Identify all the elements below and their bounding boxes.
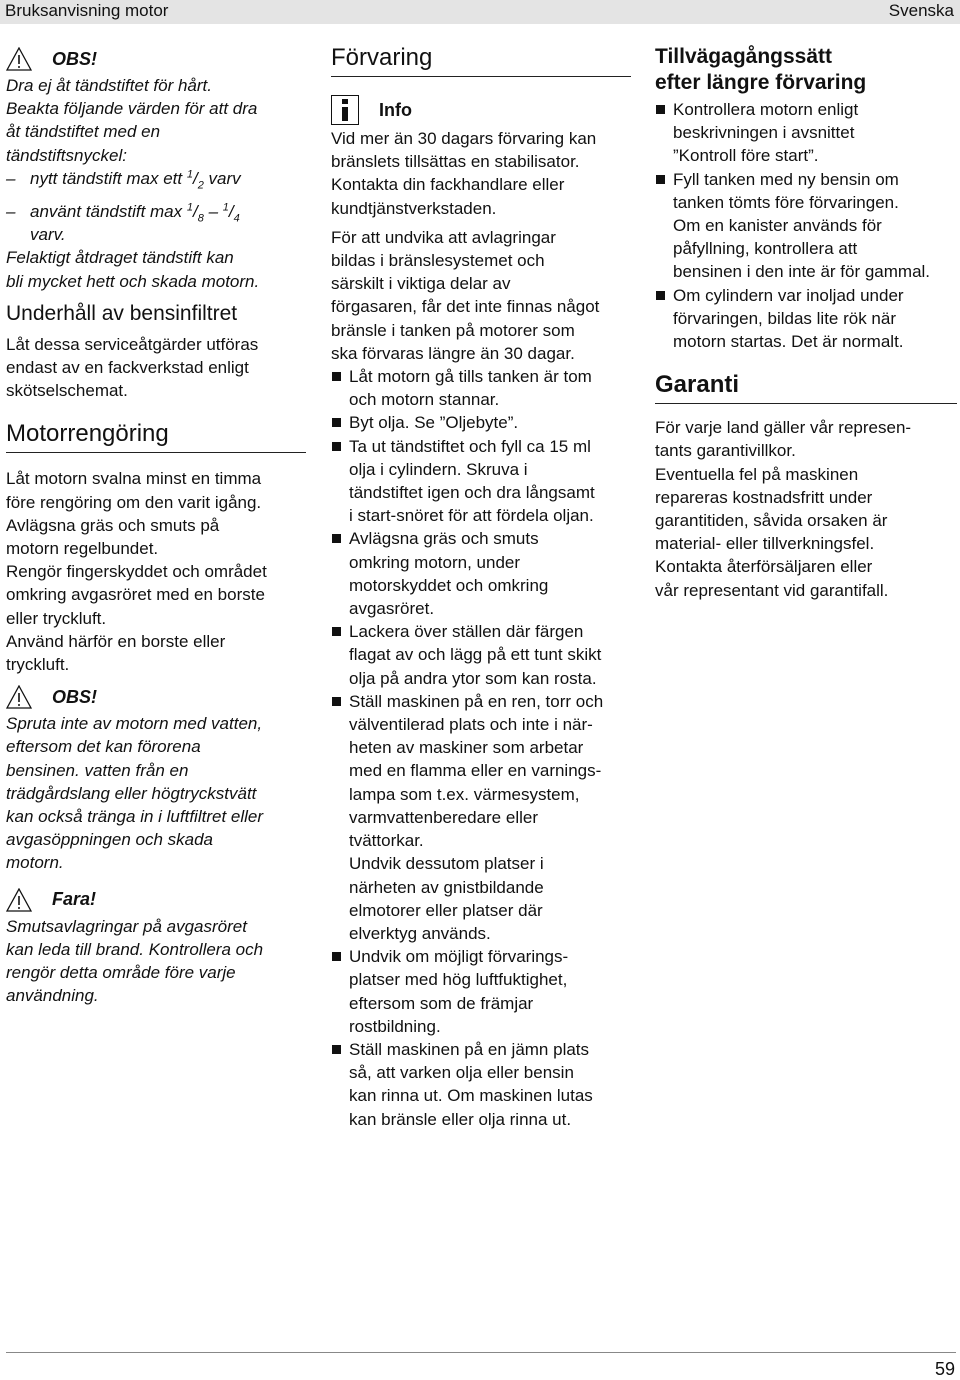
text-line: Avlägsna gräs och smuts på	[6, 515, 220, 535]
bullet-line: motorskyddet och omkring	[349, 575, 549, 595]
bullet-line: Fyll tanken med ny bensin om	[673, 169, 899, 189]
text-line: Eventuella fel på maskinen	[655, 464, 859, 484]
text-line: Låt dessa serviceåtgärder utföras	[6, 334, 259, 354]
info-text	[331, 127, 631, 220]
text-line: garantitiden, såvida orsaken är	[655, 511, 888, 531]
spec-used-plug: – använt tändstift $\max ^1/_8 - ^1/_4$	[6, 201, 240, 225]
obs-warning-2	[6, 682, 306, 712]
header-title: Bruksanvisning motor	[5, 1, 169, 20]
obs-1-tail	[6, 246, 306, 292]
bullet-line: tvättorkar.	[349, 831, 424, 851]
text-line: Kontakta återförsäljaren eller	[655, 557, 873, 577]
text-line: Beakta följande värden för att dra	[6, 99, 258, 119]
bullet-line: Undvik om möjligt förvarings-	[349, 947, 569, 967]
bullet-square-icon	[655, 98, 673, 168]
text-line: För varje land gäller vår represen-	[655, 418, 912, 438]
section-title-guarantee: Garanti	[655, 371, 957, 404]
bullet-line: ”Kontroll före start”.	[673, 146, 819, 166]
bullet-line: olja i cylindern. Skruva i	[349, 459, 528, 479]
text-line: tants garantivillkor.	[655, 441, 796, 461]
bullet-line: Ställ maskinen på en jämn plats	[349, 1039, 590, 1059]
text-line: Felaktigt åtdraget tändstift kan	[6, 248, 234, 268]
header-language: Svenska	[888, 1, 954, 20]
column-2	[331, 44, 631, 1131]
bullet-line: Undvik dessutom platser i	[349, 854, 544, 874]
bullet-line: olja på andra ytor som kan rosta.	[349, 668, 597, 688]
text-line: tryckluft.	[6, 655, 70, 675]
text-line: förgasaren, får det inte finnas något	[331, 297, 600, 317]
text-line: endast av en fackverkstad enligt	[6, 358, 249, 378]
bullet-item	[655, 168, 957, 284]
text-line: bränslets tillsättas en stabilisator.	[331, 152, 580, 172]
bullet-line: rostbildning.	[349, 1016, 441, 1036]
obs-warning-1	[6, 44, 306, 74]
bullet-line: elmotorer eller platser där	[349, 900, 543, 920]
section-title-after-storage: Tillvägagångssätt efter längre förvaring	[655, 45, 867, 94]
bullet-line: Avlägsna gräs och smuts	[349, 529, 539, 549]
footer-divider	[6, 1352, 956, 1353]
bullet-item	[655, 98, 957, 168]
bullet-square-icon	[655, 168, 673, 284]
bullet-item	[331, 435, 631, 528]
bullet-square-icon	[655, 284, 673, 354]
bullet-line: så, att varken olja eller bensin	[349, 1063, 574, 1083]
spec-new-plug: – nytt tändstift max ett $^1/_2$ varv	[6, 168, 241, 192]
spec-used-plug-cont: varv.	[30, 225, 66, 245]
engine-cleaning-text	[6, 467, 306, 676]
bullet-item	[331, 365, 631, 411]
bullet-line: Ta ut tändstiftet och fyll ca 15 ml	[349, 436, 591, 456]
bullet-line: med en flamma eller en varnings-	[349, 761, 602, 781]
bullet-item	[331, 1038, 631, 1131]
text-line: bli mycket hett och skada motorn.	[6, 271, 260, 291]
bullet-item	[331, 527, 631, 620]
text-line: skötselschemat.	[6, 381, 128, 401]
bullet-line: flagat av och lägg på ett tunt skikt	[349, 645, 602, 665]
danger-label: Fara!	[52, 889, 97, 910]
info-label: Info	[379, 99, 412, 120]
text-line: bensinen. vatten från en	[6, 760, 189, 780]
guarantee-text	[655, 416, 957, 602]
text-line: Vid mer än 30 dagars förvaring kan	[331, 129, 597, 148]
text-line: För att undvika att avlagringar	[331, 227, 556, 247]
text-line: rengör detta område före varje	[6, 963, 236, 983]
warning-label: OBS!	[52, 686, 97, 707]
warning-label: OBS!	[52, 48, 97, 69]
bullet-line: påfyllning, kontrollera att	[673, 239, 858, 259]
bullet-square-icon	[331, 527, 349, 620]
section-title-engine-cleaning: Motorrengöring	[6, 420, 306, 453]
text-line: Dra ej åt tändstiftet för hårt.	[6, 76, 212, 95]
text-line: Använd härför en borste eller	[6, 631, 226, 651]
text-line: Smutsavlagringar på avgasröret	[6, 916, 247, 936]
bullet-line: närheten av gnistbildande	[349, 877, 544, 897]
warning-triangle-icon	[6, 47, 32, 71]
text-line: före rengöring om den varit igång.	[6, 492, 262, 512]
text-line: ska förvaras längre än 30 dagar.	[331, 343, 575, 363]
bullet-line: lampa som t.ex. värmesystem,	[349, 784, 580, 804]
bullet-item	[331, 690, 631, 945]
bullet-line: Låt motorn gå tills tanken är tom	[349, 367, 592, 387]
bullet-line: Ställ maskinen på en ren, torr och	[349, 691, 604, 711]
bullet-line: avgasröret.	[349, 599, 435, 619]
column-1	[6, 44, 306, 1008]
bullet-line: Kontrollera motorn enligt	[673, 100, 859, 119]
text-line: eftersom det kan förorena	[6, 737, 201, 757]
bullet-item	[331, 620, 631, 690]
danger-warning	[6, 885, 306, 915]
warning-triangle-icon	[6, 685, 32, 709]
text-line: vår representant vid garantifall.	[655, 580, 889, 600]
text-line: kan leda till brand. Kontrollera och	[6, 939, 264, 959]
storage-intro-text	[331, 226, 631, 365]
bullet-square-icon	[331, 1038, 349, 1131]
text-line: särskilt i viktiga delar av	[331, 274, 511, 294]
bullet-square-icon	[331, 435, 349, 528]
obs-1-text	[6, 74, 306, 167]
text-line: bildas i bränslesystemet och	[331, 251, 545, 271]
bullet-line: Lackera över ställen där färgen	[349, 622, 584, 642]
bullet-line: kan rinna ut. Om maskinen lutas	[349, 1086, 593, 1106]
text-line: omkring avgasröret med en borste	[6, 585, 265, 605]
bullet-line: välventilerad plats och inte i när-	[349, 715, 593, 735]
bullet-line: platser med hög luftfuktighet,	[349, 970, 568, 990]
bullet-item	[331, 945, 631, 1038]
obs-2-text	[6, 712, 306, 874]
text-line: material- eller tillverkningsfel.	[655, 534, 875, 554]
text-line: trädgårdslang eller högtryckstvätt	[6, 783, 257, 803]
bullet-line: kan bränsle eller olja rinna ut.	[349, 1109, 572, 1129]
page-number: 59	[934, 1359, 955, 1379]
text-line: Kontakta din fackhandlare eller	[331, 175, 565, 195]
bullet-line: tanken tömts före förvaringen.	[673, 192, 899, 212]
text-line: tändstiftsnyckel:	[6, 145, 127, 165]
info-icon	[331, 95, 359, 125]
bullet-square-icon	[331, 411, 349, 434]
section-title-storage: Förvaring	[331, 44, 631, 77]
text-line: kan också tränga in i luftfiltret eller	[6, 807, 264, 827]
text-line: avgasöppningen och skada	[6, 830, 213, 850]
bullet-line: Byt olja. Se ”Oljebyte”.	[349, 413, 519, 433]
fuel-filter-text	[6, 333, 306, 403]
column-3	[655, 44, 957, 602]
storage-bullet-list	[331, 365, 631, 1131]
text-line: kundtjänstverkstaden.	[331, 198, 497, 218]
bullet-line: Om en kanister används för	[673, 216, 882, 236]
bullet-line: motorn startas. Det är normalt.	[673, 332, 904, 352]
text-line: Spruta inte av motorn med vatten,	[6, 714, 263, 734]
bullet-line: förvaringen, bildas lite rök när	[673, 308, 897, 328]
bullet-square-icon	[331, 945, 349, 1038]
danger-text	[6, 915, 306, 1008]
bullet-square-icon	[331, 690, 349, 945]
bullet-square-icon	[331, 620, 349, 690]
bullet-line: eftersom som de främjar	[349, 993, 534, 1013]
text-line: åt tändstiftet med en	[6, 122, 161, 142]
after-storage-bullet-list	[655, 98, 957, 353]
info-note	[331, 93, 631, 127]
bullet-line: Om cylindern var inoljad under	[673, 285, 904, 305]
text-line: motorn regelbundet.	[6, 539, 159, 559]
bullet-line: omkring motorn, under	[349, 552, 521, 572]
page-header	[0, 0, 960, 24]
bullet-line: beskrivningen i avsnittet	[673, 123, 855, 143]
bullet-item	[655, 284, 957, 354]
bullet-square-icon	[331, 365, 349, 411]
section-title-fuel-filter: Underhåll av bensinfiltret	[6, 301, 238, 325]
text-line: användning.	[6, 986, 99, 1006]
danger-triangle-icon	[6, 888, 32, 912]
text-line: eller tryckluft.	[6, 608, 107, 628]
bullet-line: elverktyg används.	[349, 923, 491, 943]
bullet-line: och motorn stannar.	[349, 390, 500, 410]
text-line: Rengör fingerskyddet och området	[6, 562, 267, 582]
bullet-line: heten av maskiner som arbetar	[349, 738, 584, 758]
text-line: motorn.	[6, 853, 64, 873]
bullet-line: bensinen i den inte är för gammal.	[673, 262, 931, 282]
text-line: repareras kostnadsfritt under	[655, 487, 873, 507]
text-line: bränsle i tanken på motorer som	[331, 320, 575, 340]
text-line: Låt motorn svalna minst en timma	[6, 469, 262, 489]
bullet-line: varmvattenberedare eller	[349, 807, 538, 827]
bullet-item	[331, 411, 631, 434]
bullet-line: tändstiftet igen och dra långsamt	[349, 483, 595, 503]
bullet-line: i start-snöret för att fördela oljan.	[349, 506, 594, 526]
